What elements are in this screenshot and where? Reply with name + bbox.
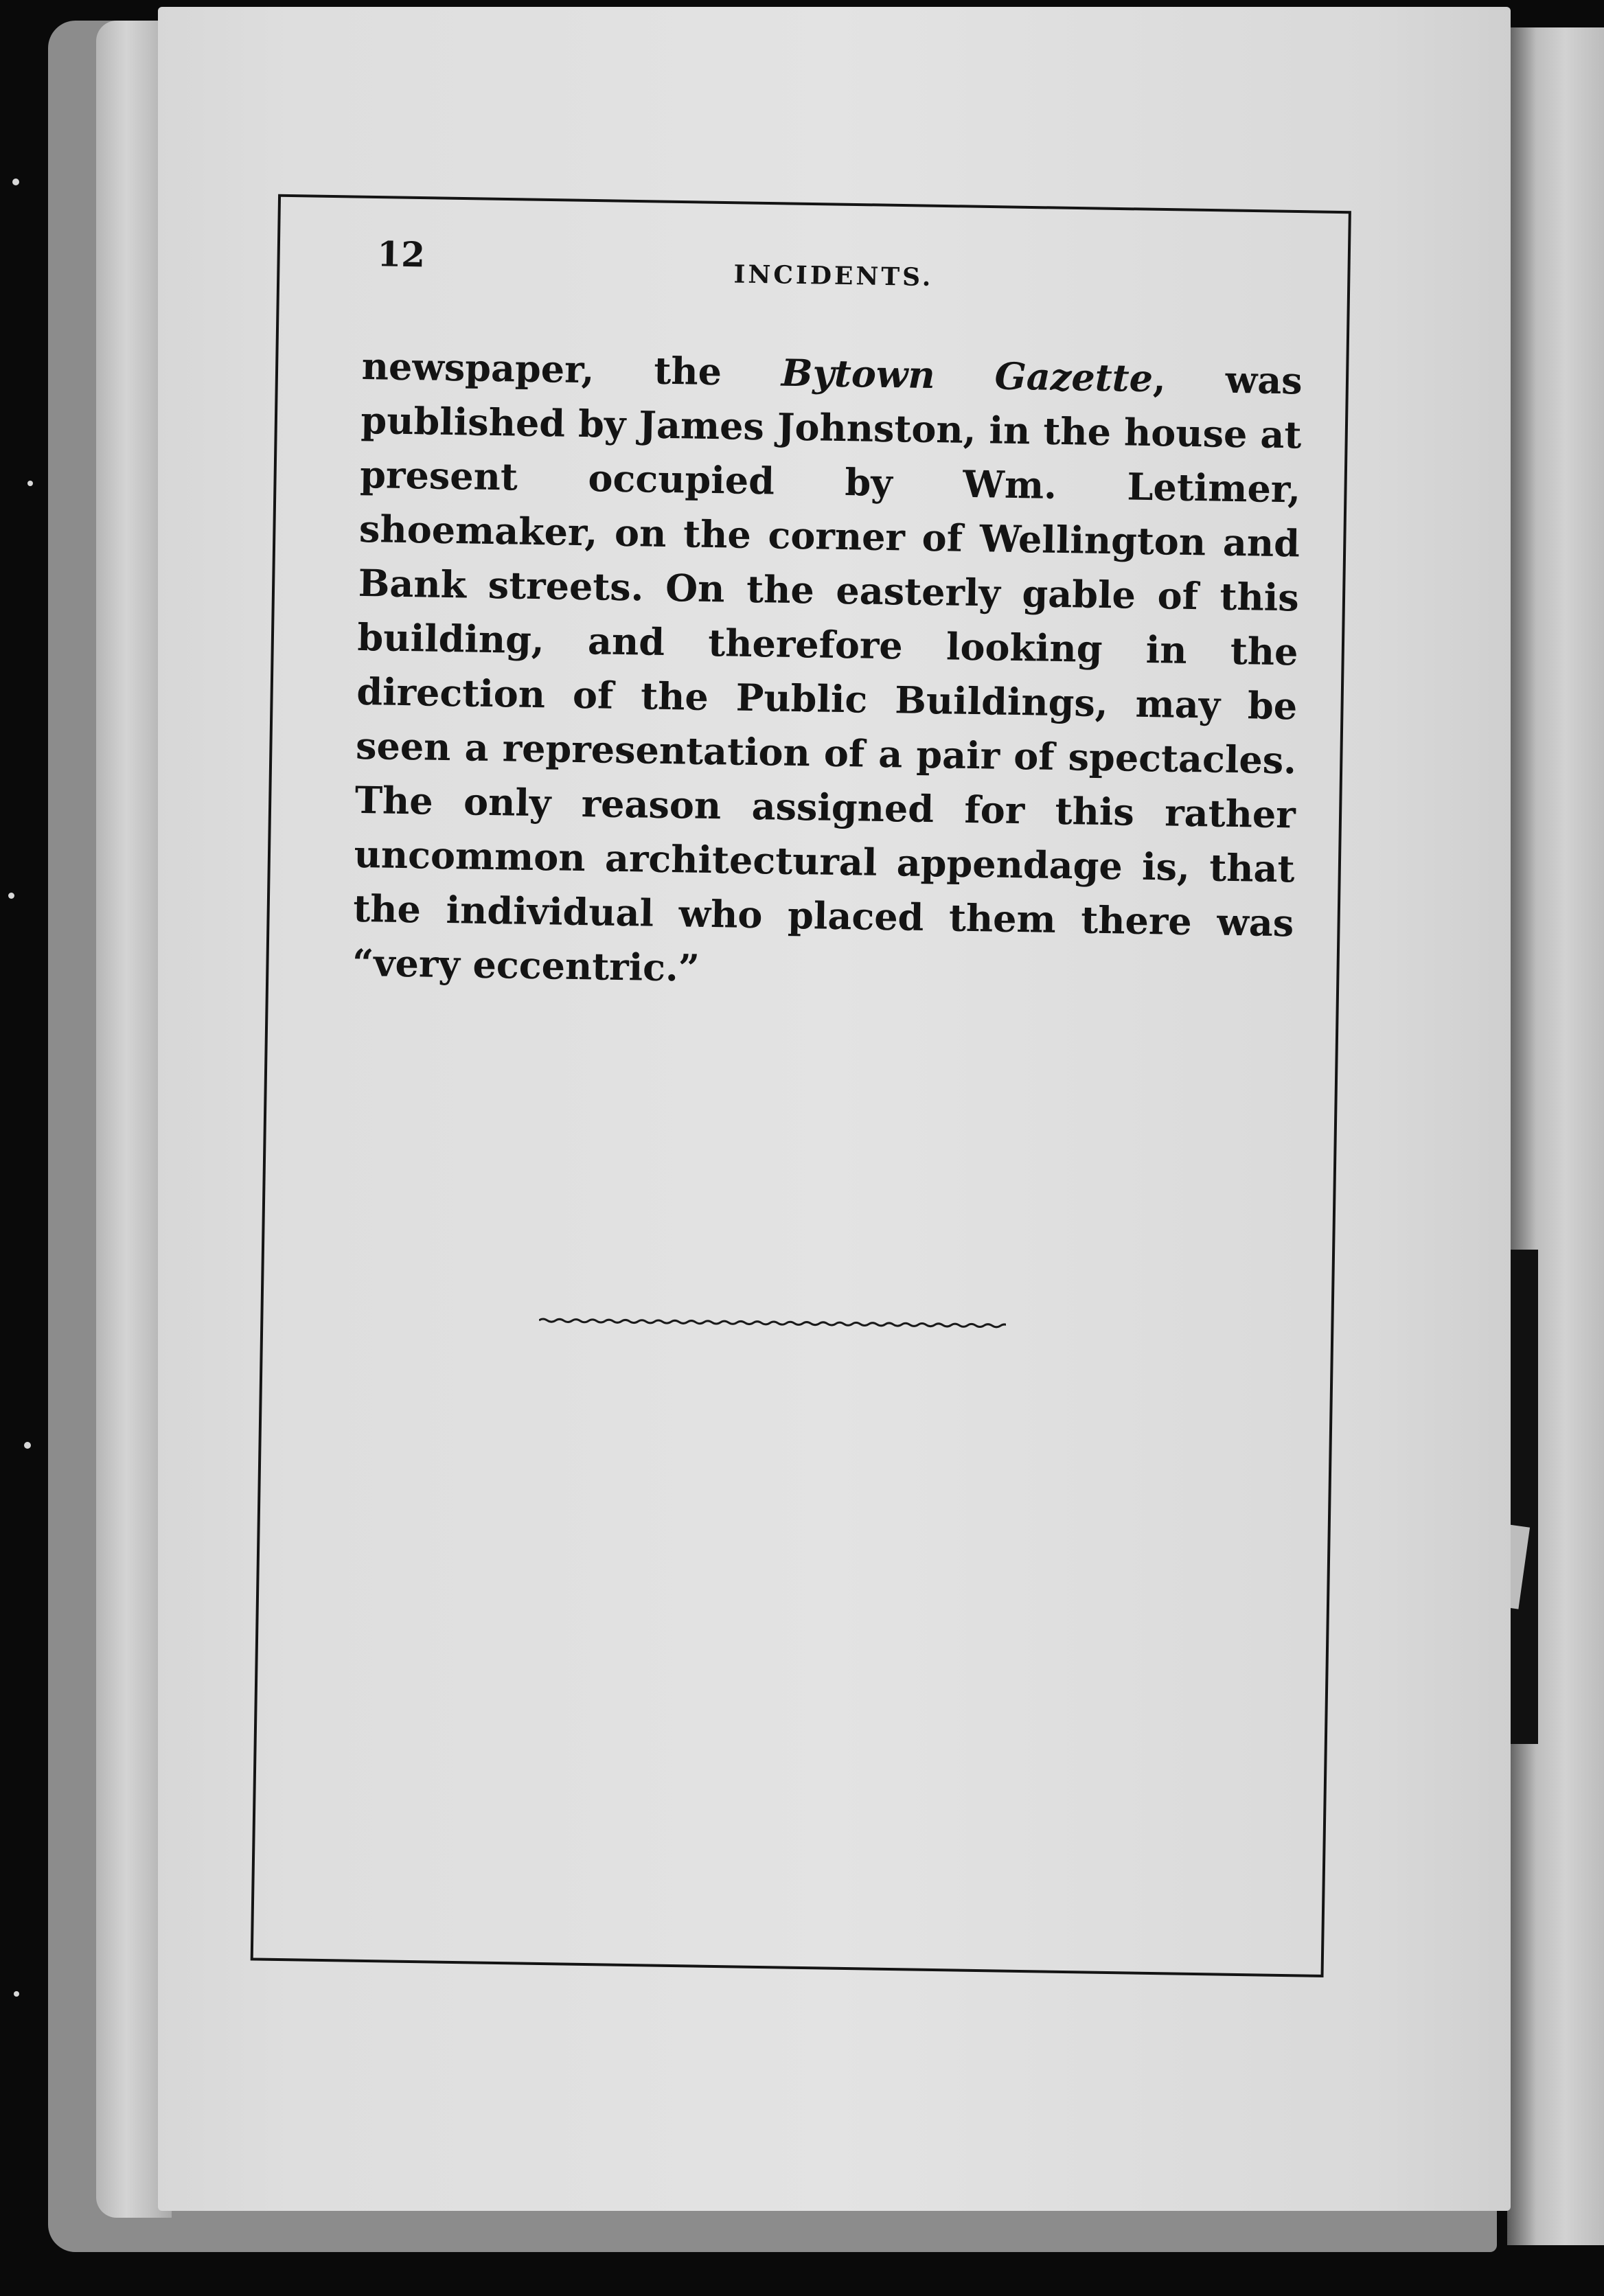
background-speck xyxy=(27,481,33,486)
wavy-divider-ornament xyxy=(539,1315,1006,1331)
page-number: 12 xyxy=(376,233,426,275)
background-speck xyxy=(24,1442,31,1449)
newspaper-title: Bytown Gazette xyxy=(781,350,1154,401)
body-text-start: newspaper, the xyxy=(361,343,782,395)
background-speck xyxy=(14,1991,19,1997)
page-gap-shadow xyxy=(1507,1250,1538,1744)
body-text-rest: , was published by James Johnston, in the house at present occupied by Wm. Letimer, shoemaker, on the corner of Wellington and Bank streets. On the easterly gable of this building, and therefore looking in the direction of the Public Buildings, may be seen a representation of a pair of spectacles. The only reason assigned for this rather uncommon architectural appendage is, that the individual who placed them there was “very eccentric.” xyxy=(352,356,1303,990)
facing-page-edge xyxy=(1507,27,1604,2245)
background-speck xyxy=(8,893,14,899)
body-paragraph xyxy=(352,339,1303,1004)
running-head: INCIDENTS. xyxy=(733,260,934,292)
background-speck xyxy=(12,179,19,185)
